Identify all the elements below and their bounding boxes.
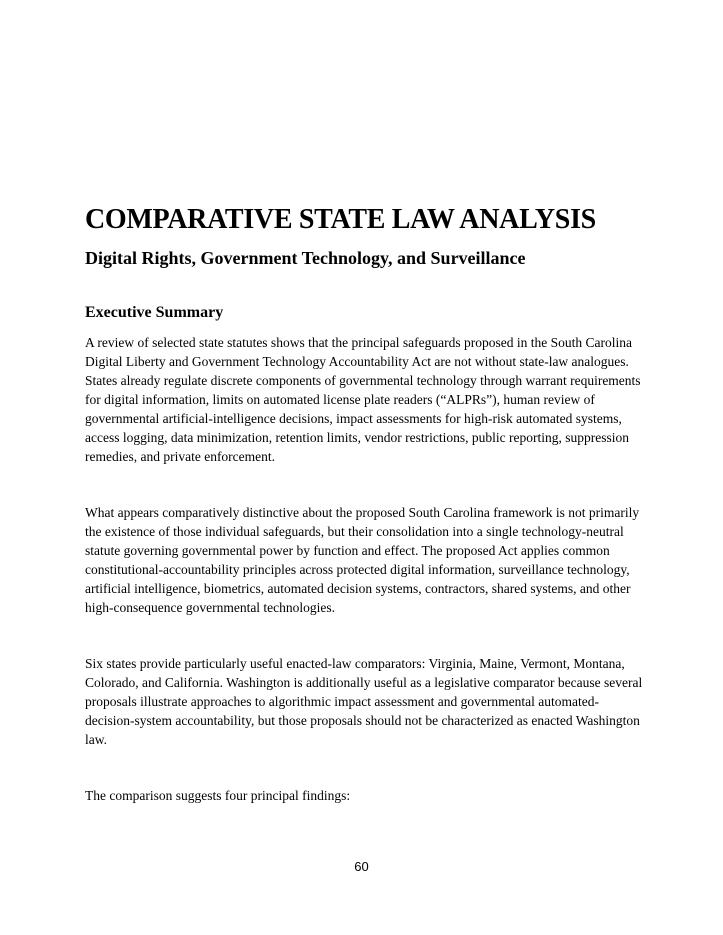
- paragraph-4: The comparison suggests four principal findings:: [85, 788, 351, 803]
- paragraph-1: A review of selected state statutes shows that the principal safeguards proposed in the South Carolina Digital Liberty and Government Technology Accountability Act are not without state-law analogues. States already regulate discrete components of governmental technology through warrant requirements for digital information, limits on automated license plate readers (“ALPRs”), human review of governmental artificial-intelligence decisions, impact assessments for high-risk automated systems, access logging, data minimization, retention limits, vendor restrictions, public reporting, suppression remedies, and private enforcement.: [85, 335, 641, 464]
- section-heading-executive-summary: Executive Summary: [85, 304, 224, 321]
- page-number: 60: [354, 859, 369, 874]
- page-content: [85, 200, 645, 805]
- document-title: COMPARATIVE STATE LAW ANALYSIS: [85, 204, 596, 235]
- document-subtitle: Digital Rights, Government Technology, and Surveillance: [85, 248, 526, 268]
- paragraph-3: Six states provide particularly useful enacted-law comparators: Virginia, Maine, Vermont, Montana, Colorado, and California. Washington is additionally useful as a legislative comparator because several proposals illustrate approaches to algorithmic impact assessment and governmental automated-decision-system accountability, but those proposals should not be characterized as enacted Washington law.: [85, 656, 643, 747]
- paragraph-2: What appears comparatively distinctive about the proposed South Carolina framework is not primarily the existence of those individual safeguards, but their consolidation into a single technology-neutral statute governing governmental power by function and effect. The proposed Act applies common constitutional-accountability principles across protected digital information, surveillance technology, artificial intelligence, biometrics, automated decision systems, contractors, shared systems, and other high-consequence governmental technologies.: [85, 505, 640, 615]
